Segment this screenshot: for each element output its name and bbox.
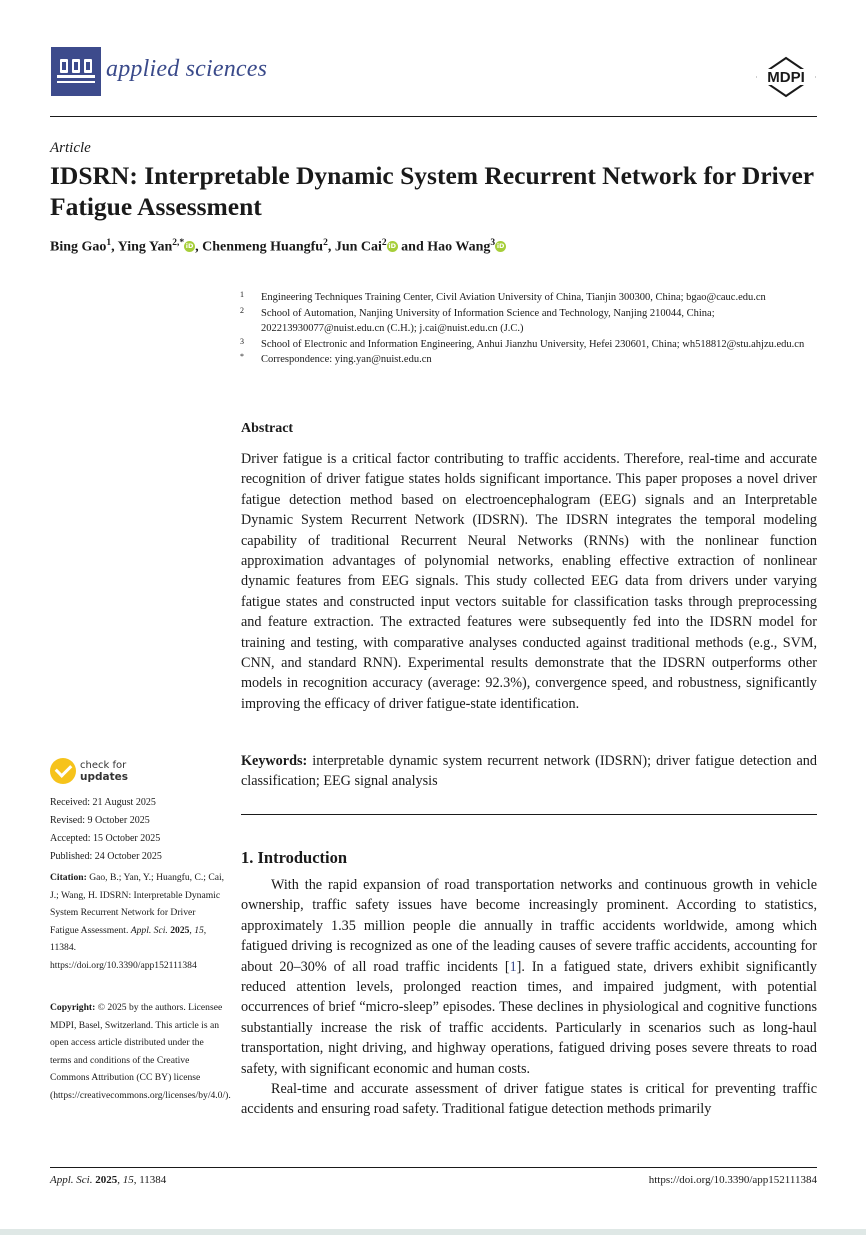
keywords-text: interpretable dynamic system recurrent network (IDSRN); driver fatigue detection and classification; EEG signal analysis: [241, 753, 817, 790]
check-for-updates-line1: check for: [80, 760, 127, 771]
affiliation-text: School of Automation, Nanjing University of Information Science and Technology, Nanjing 210044, China; 202213930077@nuist.edu.cn (C.H.); j.cai@nuist.edu.cn (J.C.): [261, 307, 715, 334]
introduction-text: [241, 875, 817, 1120]
citation-block: Citation: Gao, B.; Yan, Y.; Huangfu, C.; Cai, J.; Wang, H. IDSRN: Interpretable Dynamic System Recurrent Network for Driver Fatigue Assessment. Appl. Sci. 2025, 15, 11384. https://doi.org/10.3390/app152111384: [50, 872, 225, 971]
citation-link-1[interactable]: 1: [509, 958, 517, 975]
author-separator: ,: [111, 239, 118, 255]
intro-paragraph-2: Real-time and accurate assessment of driver fatigue states is critical for preventing traffic accidents and ensuring road safety. Traditional fatigue detection methods primarily: [241, 1081, 817, 1118]
journal-logo: [51, 47, 101, 96]
affiliation-text: School of Electronic and Information Engineering, Anhui Jianzhu University, Hefei 230601, China; wh518812@stu.ahjzu.edu.cn: [261, 338, 805, 350]
affiliation-marker: 3: [240, 336, 244, 346]
footer-doi-link[interactable]: https://doi.org/10.3390/app152111384: [648, 1174, 817, 1186]
author-affiliation-marker: 1: [106, 238, 112, 248]
journal-logo-icon: [51, 47, 101, 96]
journal-name[interactable]: applied sciences: [106, 56, 268, 82]
footer-divider: [50, 1167, 817, 1168]
footer-citation: Appl. Sci. 2025, 15, 11384: [50, 1174, 167, 1186]
author-name[interactable]: Hao Wang: [427, 239, 491, 255]
copyright-block: [50, 999, 231, 1104]
author-affiliation-marker: 2: [323, 238, 328, 248]
author-name[interactable]: Bing Gao: [50, 239, 107, 255]
author-affiliation-marker: 2,*: [172, 238, 185, 248]
keywords: [241, 751, 817, 792]
article-title: IDSRN: Interpretable Dynamic System Recurrent Network for Driver Fatigue Assessment: [50, 161, 814, 221]
author-list: [50, 238, 506, 256]
check-icon: [50, 758, 76, 784]
copyright-label: Copyright:: [50, 1002, 96, 1013]
published-date: Published: 24 October 2025: [50, 851, 162, 862]
author-affiliation-marker: 3: [490, 238, 496, 248]
introduction-heading: 1. Introduction: [241, 848, 348, 867]
author-name[interactable]: Ying Yan: [117, 239, 173, 255]
orcid-icon[interactable]: iD: [496, 241, 505, 250]
accepted-date: Accepted: 15 October 2025: [50, 833, 161, 844]
affiliation-item: [238, 290, 818, 306]
mdpi-logo-icon: [753, 56, 819, 98]
author-separator: ,: [327, 239, 335, 255]
section-divider: [241, 814, 817, 815]
abstract-heading: Abstract: [241, 421, 294, 436]
received-date: Received: 21 August 2025: [50, 797, 156, 808]
affiliation-marker: *: [240, 352, 244, 361]
intro-paragraph-1: With the rapid expansion of road transportation networks and continuous growth in vehicle ownership, traffic safety issues have become increasingly prominent. According to statistics, approximately 1.35 million people die annually in traffic accidents worldwide, among which fatigued driving is recognized as one of the leading causes of severe traffic accidents, accounting for about 20–30% of all road traffic incidents [1]. In a fatigued state, drivers exhibit significantly reduced attention levels, prolonged reaction times, and impaired judgment, with potential occurrences of brief “micro-sleep” episodes. These declines in physiological and cognitive functions substantially increase the risk of traffic accidents. Particularly in scenarios such as long-haul transportation, night driving, and highway operations, fatigued driving poses severe threats to road safety, with significant economic and human costs.: [241, 877, 817, 1077]
revised-date: Revised: 9 October 2025: [50, 815, 150, 826]
publication-dates: [50, 794, 162, 866]
header-divider: [50, 116, 817, 117]
author-affiliation-marker: 2: [381, 238, 387, 248]
author-separator: and: [397, 239, 428, 255]
affiliations: [238, 290, 818, 368]
orcid-icon[interactable]: iD: [388, 241, 396, 250]
copyright-text: © 2025 by the authors. Licensee MDPI, Basel, Switzerland. This article is an open access article distributed under the terms and conditions of the Creative Commons Attribution (CC BY) license (https://creativecommons.org/licenses/by/4.0/).: [50, 1002, 231, 1101]
keywords-label: Keywords:: [241, 753, 308, 769]
article-type: Article: [50, 140, 91, 156]
affiliation-item: [238, 337, 818, 353]
citation-label: Citation:: [50, 872, 87, 883]
viewer-bottom-bar: [0, 1229, 866, 1235]
affiliation-text: Correspondence: ying.yan@nuist.edu.cn: [261, 354, 432, 365]
affiliation-marker: 1: [240, 290, 244, 299]
orcid-icon[interactable]: iD: [185, 241, 194, 250]
affiliation-marker: 2: [240, 305, 244, 315]
affiliation-item: [238, 352, 818, 368]
affiliation-item: [238, 306, 818, 337]
affiliation-text: Engineering Techniques Training Center, Civil Aviation University of China, Tianjin 300300, China; bgao@cauc.edu.cn: [261, 292, 766, 303]
mdpi-logo[interactable]: [753, 56, 819, 98]
author-name[interactable]: Chenmeng Huangfu: [202, 239, 324, 255]
check-for-updates-line2: updates: [80, 771, 128, 783]
author-separator: ,: [195, 239, 203, 255]
check-for-updates-button[interactable]: [50, 758, 160, 788]
mdpi-logo-text: MDPI: [767, 69, 805, 86]
author-name[interactable]: Jun Cai: [334, 239, 382, 255]
abstract-text: Driver fatigue is a critical factor contributing to traffic accidents. Therefore, real-time and accurate recognition of driver fatigue states holds significant importance. This paper proposes a novel driver fatigue detection method based on electroencephalogram (EEG) signals and an Interpretable Dynamic System Recurrent Network (IDSRN). The IDSRN integrates the temporal modeling capability of traditional Recurrent Neural Networks (RNNs) with the nonlinear function approximation advantages of polynomial networks, enabling effective extraction of nonlinear dynamic features from EEG signals. This study collected EEG data from drivers under varying fatigue states and constructed input vectors suitable for classification tasks through preprocessing and feature extraction. The extracted features were subsequently fed into the IDSRN model for training and testing, with comparative analyses conducted against traditional methods (e.g., SVM, CNN, and standard RNN). Experimental results demonstrate that the IDSRN outperforms other models in recognition accuracy (average: 92.3%), convergence speed, and robustness, significantly improving the efficacy of driver fatigue-state identification.: [241, 451, 817, 712]
